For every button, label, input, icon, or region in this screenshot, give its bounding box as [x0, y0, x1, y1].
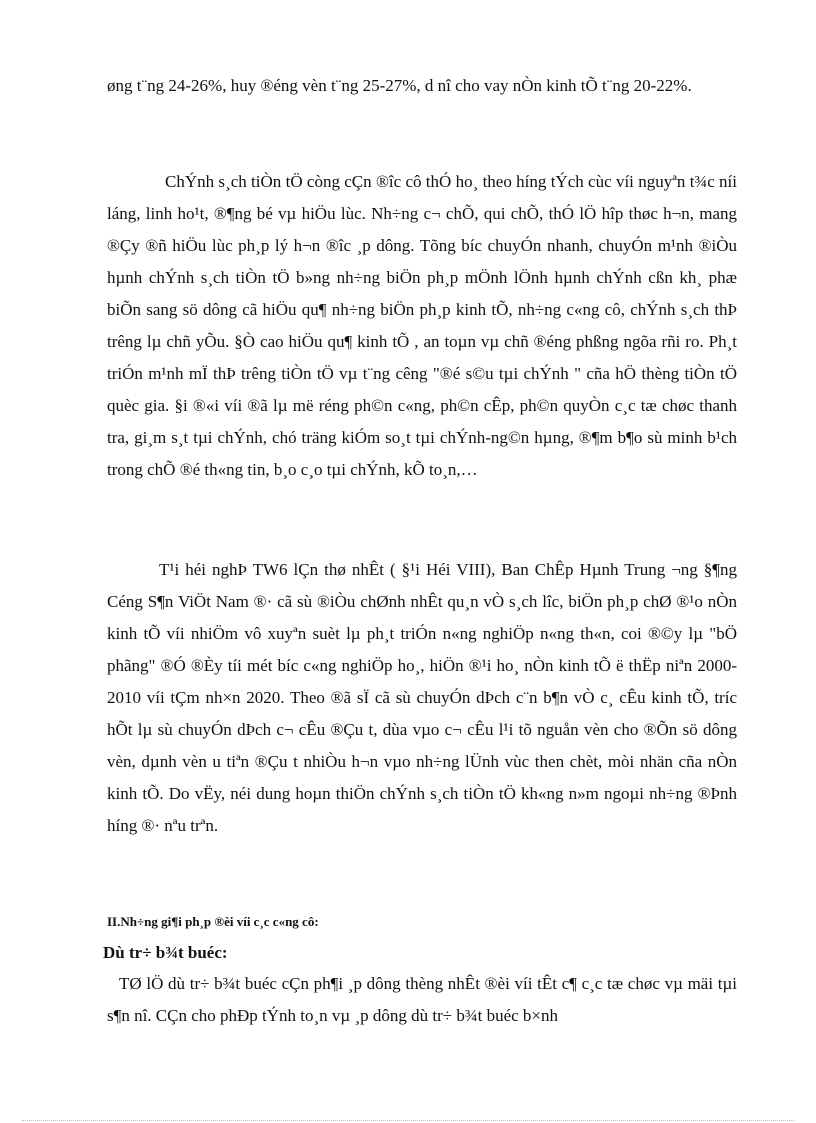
section-heading-solutions: II.Nh÷ng gi¶i ph¸p ®èi víi c¸c c«ng cô: — [107, 914, 319, 929]
paragraph-tw6-conference: T¹i héi nghÞ TW6 lÇn thø nhÊt ( §¹i Héi VIII), Ban ChÊp Hµnh Trung ¬ng §¶ng Céng S¶n ViÖt Nam ®· cã sù ®iÒu chØnh nhÊt qu¸n vÒ s¸ch lîc, biÖn ph¸p chØ ®¹o nÒn kinh tÕ víi nhiÖm vô xuyªn suèt lµ ph¸t triÓn n«ng nghiÖp n«ng th«n, coi ®©y lµ "bÖ phãng" ®Ó ®Èy tíi mét bíc c«ng nghiÖp ho¸, hiÖn ®¹i ho¸ nÒn kinh tÕ ë thËp niªn 2000-2010 víi tÇm nh×n 2020. Theo ®ã sÏ cã sù chuyÓn dÞch c¨n b¶n vÒ c¸ cÊu kinh tÕ, tríc hÕt lµ sù chuyÓn dÞch c¬ cÊu ®Çu t, dùa vµo c¬ cÊu l¹i tõ nguån vèn cho ®Õn sö dông vèn, dµnh vèn u tiªn ®Çu t nhiÒu h¬n vµo nh÷ng lÜnh vùc then chèt, mòi nhän cña nÒn kinh tÕ. Do vËy, néi dung hoµn thiÖn chÝnh s¸ch tiÒn tÖ kh«ng n»m ngoµi nh÷ng ®Þnh híng ®· nªu trªn. — [107, 560, 737, 835]
subsection-heading-reserve: Dù tr÷ b¾t buéc: — [103, 943, 228, 962]
paragraph-growth-targets: øng t¨ng 24-26%, huy ®éng vèn t¨ng 25-27%, d nî cho vay nÒn kinh tÕ t¨ng 20-22%. — [107, 76, 692, 95]
page-bottom-rule — [22, 1120, 794, 1121]
paragraph-monetary-policy: ChÝnh s¸ch tiÒn tÖ còng cÇn ®îc cô thÓ ho¸ theo híng tÝch cùc víi nguyªn t¾c níi láng, linh ho¹t, ®¶ng bé vµ hiÖu lùc. Nh÷ng c¬ chÕ, qui chÕ, thÓ lÖ hîp thøc h¬n, mang ®Çy ®ñ hiÖu lùc ph¸p lý h¬n ®îc ¸p dông. Tõng bíc chuyÓn nhanh, chuyÓn m¹nh ®iÒu hµnh chÝnh s¸ch tiÒn tÖ b»ng nh÷ng biÖn ph¸p mÖnh lÖnh hµnh chÝnh cßn kh¸ phæ biÕn sang sö dông cã hiÖu qu¶ nh÷ng biÖn ph¸p kinh tÕ, nh÷ng c«ng cô, chÝnh s¸ch thÞ trêng lµ chñ yÕu. §Ò cao hiÖu qu¶ kinh tÕ , an toµn vµ chñ ®éng phßng ngõa rñi ro. Ph¸t triÓn m¹nh mÏ thÞ trêng tiÒn tÖ vµ t¨ng cêng "®é s©u tµi chÝnh " cña hÖ thèng tiÒn tÖ quèc gia. §i ®«i víi ®ã lµ më réng ph©n c«ng, ph©n cÊp, ph©n quyÒn c¸c tæ chøc thanh tra, gi¸m s¸t tµi chÝnh, chó träng kiÓm so¸t tµi chÝnh-ng©n hµng, ®¶m b¶o sù minh b¹ch trong chÕ ®é th«ng tin, b¸o c¸o tµi chÝnh, kÕ to¸n,… — [107, 172, 737, 479]
paragraph-reserve-requirement: TØ lÖ dù tr÷ b¾t buéc cÇn ph¶i ¸p dông thèng nhÊt ®èi víi tÊt c¶ c¸c tæ chøc vµ mäi tµi s¶n nî. CÇn cho phÐp tÝnh to¸n vµ ¸p dông dù tr÷ b¾t buéc b×nh — [107, 974, 737, 1025]
